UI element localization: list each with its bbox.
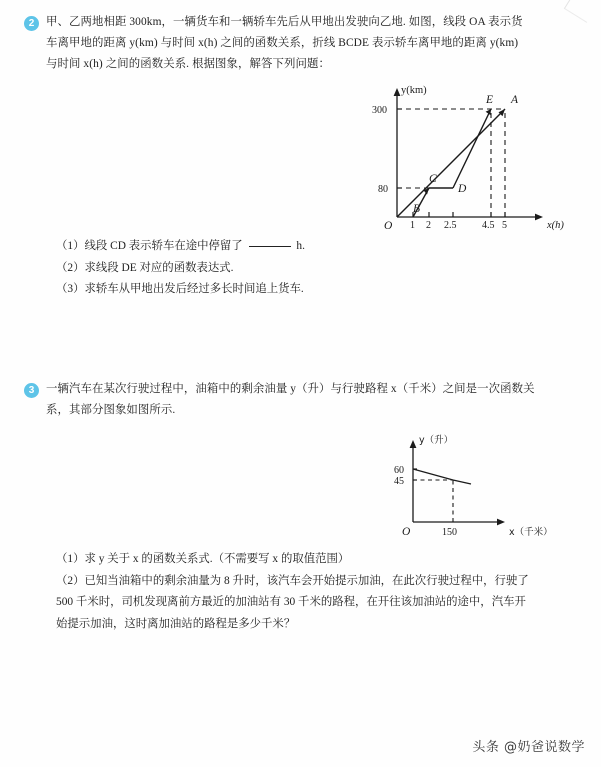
figure-1-svg [371,76,591,232]
x-tick-label-150: 150 [442,527,457,538]
point-label-A: A [511,94,519,106]
x-tick-label-2p5: 2.5 [444,220,457,231]
y-axis-label: y(km) [401,85,427,96]
figure-fuel-distance-graph [383,428,595,540]
q2-sub-1 [56,236,583,258]
point-label-E: E [486,94,494,106]
q3-sub-1: （1）求 y 关于 x 的函数关系式.（不需要写 x 的取值范围） [56,553,350,565]
answer-blank[interactable] [249,246,291,247]
y-tick-label-60: 60 [394,465,404,476]
y-tick-label-80: 80 [378,184,388,195]
y-tick-label-45: 45 [394,476,404,487]
question-stem-2-line-3: 与时间 x(h) 之间的函数关系. 根据图象，解答下列问题： [46,58,330,70]
figure-2-svg [383,428,595,540]
question-stem-2 [46,12,583,75]
segment-DE [453,109,491,188]
question-stem-3 [46,379,583,421]
question-stem-3-line-2: 系，其部分图象如图所示. [46,404,176,416]
question-block-2 [24,12,583,75]
axes-group-2 [410,440,505,525]
x-tick-label-4p5: 4.5 [482,220,495,231]
y-ticks-group [397,109,402,188]
question-2-subquestions [56,236,583,301]
question-block-3 [24,379,583,421]
y-tick-label-300: 300 [372,105,387,116]
question-3-subquestions [56,549,583,635]
question-stem-2-line-1: 甲、乙两地相距 300km，一辆货车和一辆轿车先后从甲地出发驶向乙地. 如图，线段 OA 表示货 [46,16,523,28]
x-tick-label-1: 1 [410,220,415,231]
x-axis-label-2: x（千米） [509,527,553,538]
x-tick-label-2: 2 [426,220,431,231]
axes-group [394,88,543,220]
origin-label-2: O [402,526,411,538]
x-tick-label-5: 5 [502,220,507,231]
point-label-D: D [458,183,467,195]
watermark-attribution: 头条 @奶爸说数学 [472,740,585,755]
q2-sub-3: （3）求轿车从甲地出发后经过多长时间追上货车. [56,283,304,295]
q2-sub-1-text: （1）线段 CD 表示轿车在途中停留了 h. [56,240,305,252]
point-label-B: B [413,203,421,215]
segment-OA [397,109,505,217]
q3-sub-2-cont-2: 始提示加油，这时离加油站的路程是多少千米？ [56,617,296,630]
y-axis-label-2: y（升） [419,435,454,446]
fuel-consumption-line [413,469,471,484]
q3-sub-2-cont-1: 500 千米时，司机发现离前方最近的加油站有 30 千米的路程，在开往该加油站的途中，汽车开 [56,596,526,608]
q2-sub-2: （2）求线段 DE 对应的函数表达式. [56,261,234,274]
q3-sub-2: （2）已知当油箱中的剩余油量为 8 升时，该汽车会开始提示加油，在此次行驶过程中，行驶了 [56,574,529,587]
question-number-badge-3: 3 [24,383,39,398]
question-stem-3-line-1: 一辆汽车在某次行驶过程中，油箱中的剩余油量 y（升）与行驶路程 x（千米）之间是一次函数关 [46,383,535,395]
point-label-C: C [429,173,437,185]
figure-distance-time-graph [371,76,591,232]
x-axis-label: x(h) [547,220,564,231]
question-number-badge-2: 2 [24,16,39,31]
dashed-guides-group-2 [413,480,453,522]
x-ticks-group [413,212,505,217]
origin-label: O [384,220,393,232]
question-stem-2-line-2: 车离甲地的距离 y(km) 与时间 x(h) 之间的函数关系，折线 BCDE 表示轿车离甲地的距离 y(km) [46,37,519,49]
